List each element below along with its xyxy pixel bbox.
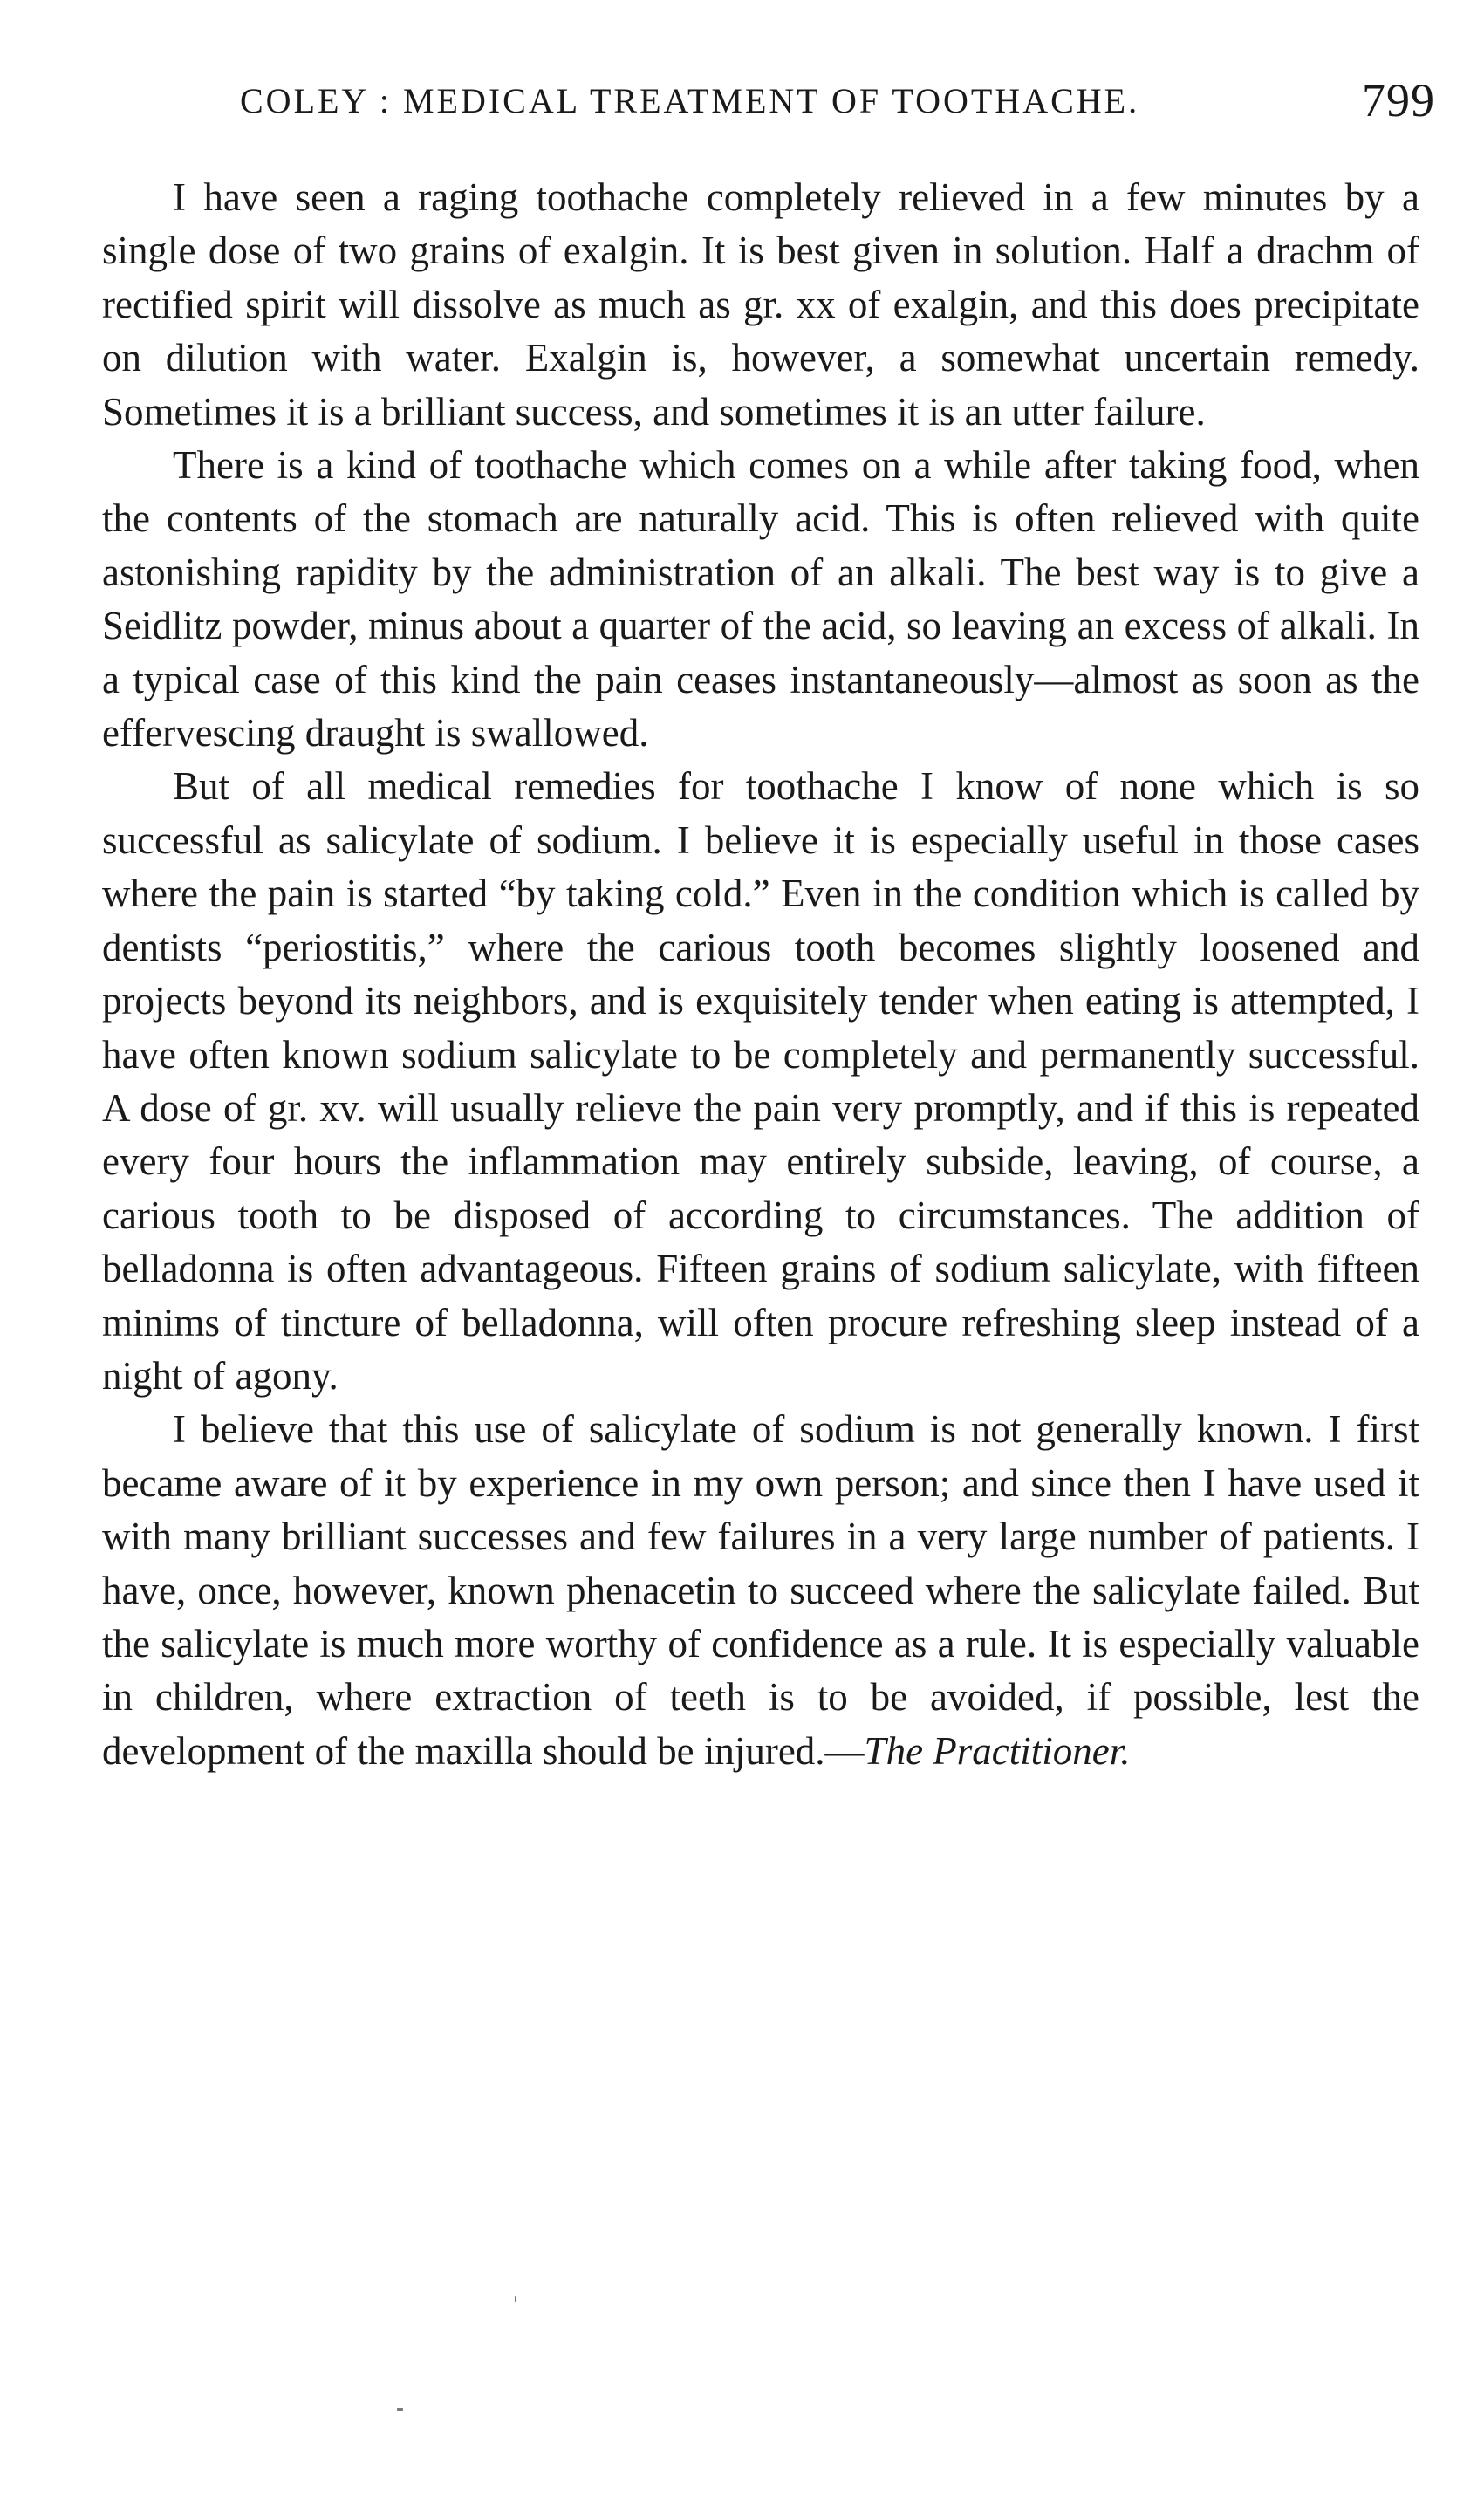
paragraph-exalgin [102,171,1419,439]
running-title: COLEY : MEDICAL TREATMENT OF TOOTHACHE. [240,81,1140,120]
running-head [240,73,1435,134]
paragraph-salicylate [102,760,1419,1403]
paragraph-text: But of all medical remedies for toothache I know of none which is so successful as salicylate of sodium. I believe it is especially useful in those cases where the pain is started “by taking cold.” Even in the condition which is called by dentists “periostitis,” where the carious tooth becomes slightly loosened and projects beyond its neighbors, and is exquisitely tender when eating is attempted, I have often known sodium salicylate to be completely and permanently successful. A dose of gr. xv. will usually relieve the pain very promptly, and if this is repeated every four hours the inflammation may entirely subside, leaving, of course, a carious tooth to be disposed of according to circumstances. The addition of belladonna is often advantageous. Fifteen grains of sodium salicylate, with fifteen minims of tincture of belladonna, will often procure refreshing sleep instead of a night of agony. [102,764,1419,1398]
page-number: 799 [1362,74,1435,127]
article-body [102,171,1419,1778]
paragraph-text: I believe that this use of salicylate of sodium is not generally known. I first became aware of it by experience in my own person; and since then I have used it with many brilliant successes and few failures in a very large number of patients. I have, once, however, known phenacetin to succeed where the salicylate failed. But the salicylate is much more worthy of confidence as a rule. It is especially valuable in children, where extraction of teeth is to be avoided, if possible, lest the development of the maxilla should be injured.— [102,1407,1419,1773]
paragraph-text: I have seen a raging toothache completely relieved in a few minutes by a single dose of two grains of exalgin. It is best given in solution. Half a drachm of rectified spirit will dissolve as much as gr. xx of exalgin, and this does precipitate on dilution with water. Exalgin is, however, a somewhat uncertain remedy. Sometimes it is a brilliant success, and sometimes it is an utter failure. [102,175,1419,434]
source-citation: The Practitioner. [864,1728,1131,1773]
paragraph-alkali [102,439,1419,760]
print-speck [397,2408,403,2411]
paragraph-experience [102,1403,1419,1778]
print-speck [515,2296,516,2302]
paragraph-text: There is a kind of toothache which comes on a while after taking food, when the contents of the stomach are naturally acid. This is often relieved with quite astonishing rapidity by the administration of an alkali. The best way is to give a Seidlitz powder, minus about a quarter of the acid, so leaving an excess of alkali. In a typical case of this kind the pain ceases instantaneously—almost as soon as the effervescing draught is swallowed. [102,443,1419,756]
